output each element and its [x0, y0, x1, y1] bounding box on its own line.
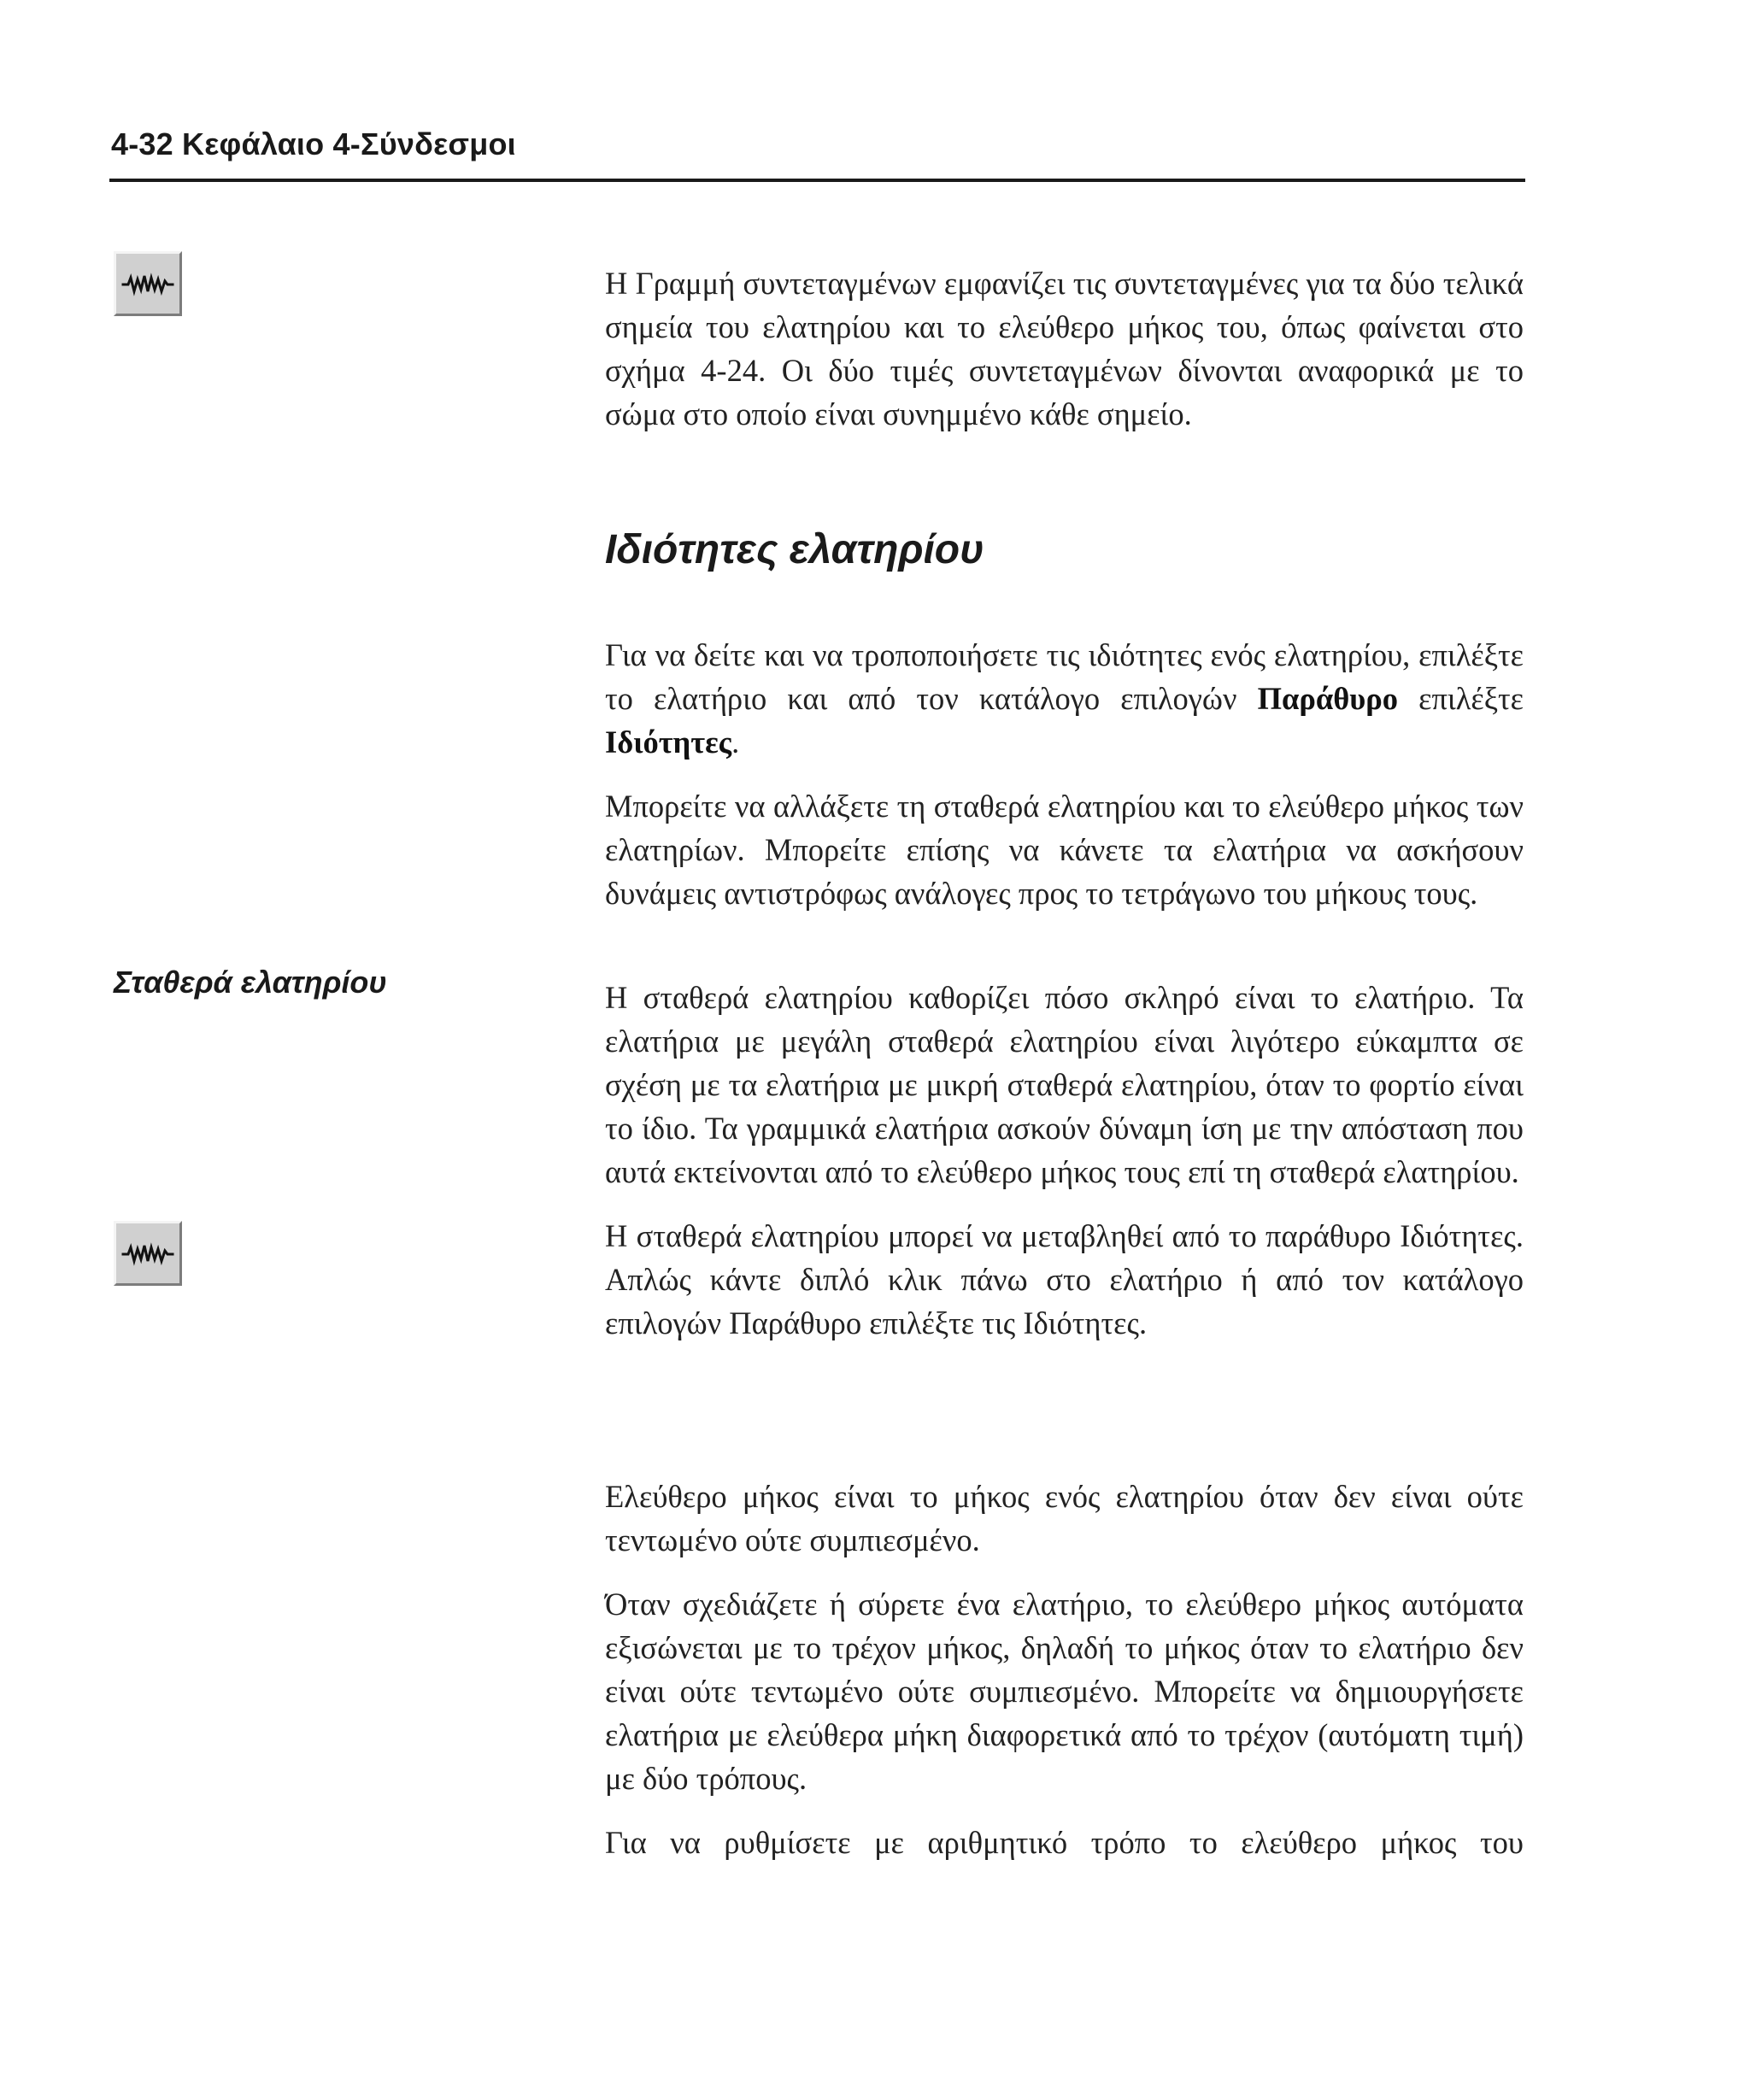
header-rule — [109, 179, 1525, 182]
spring-tool-button-top[interactable] — [114, 251, 182, 316]
intro-block — [605, 261, 1524, 436]
properties-p1-text-1: Για να δείτε και να τροποποιήσετε τις ιδιότητες ενός ελατηρίου, επιλέξτε το ελατήριο και από τον κατάλογο επιλογών — [605, 637, 1524, 716]
intro-paragraph: Η Γραμμή συντεταγμένων εμφανίζει τις συντεταγμένες για τα δύο τελικά σημεία του ελατηρίου και το ελεύθερο μήκος του, όπως φαίνεται στο σχήμα 4-24. Οι δύο τιμές συντεταγμένων δίνονται αναφορικά με το σώμα στο οποίο είναι συνημμένο κάθε σημείο. — [605, 266, 1524, 431]
properties-p1-text-3: . — [731, 724, 740, 760]
page-header: 4-32 Κεφάλαιο 4-Σύνδεσμοι — [111, 126, 516, 161]
free-length-block — [605, 1475, 1524, 1864]
properties-p1-text-2: επιλέξτε — [1398, 681, 1524, 716]
spring-constant-paragraph-1: Η σταθερά ελατηρίου καθορίζει πόσο σκληρό είναι το ελατήριο. Τα ελατήρια με μεγάλη σταθερά ελατηρίου είναι λιγότερο εύκαμπτα σε σχέση με τα ελατήρια με μικρή σταθερά ελατηρίου, όταν το φορτίο είναι το ίδιο. Τα γραμμικά ελατήρια ασκούν δύναμη ίση με την απόσταση που αυτά εκτείνονται από το ελεύθερο μήκος τους επί τη σταθερά ελατηρίου. — [605, 980, 1524, 1189]
spring-constant-paragraph-2: Η σταθερά ελατηρίου μπορεί να μεταβληθεί από το παράθυρο Ιδιότητες. Απλώς κάντε διπλό κλικ πάνω στο ελατήριο ή από τον κατάλογο επιλογών Παράθυρο επιλέξτε τις Ιδιότητες. — [605, 1218, 1524, 1340]
properties-paragraph-2: Μπορείτε να αλλάξετε τη σταθερά ελατηρίου και το ελεύθερο μήκος των ελατηρίων. Μπορείτε επίσης να κάνετε τα ελατήρια να ασκήσουν δυνάμεις αντιστρόφως ανάλογες προς το τετράγωνο του μήκους τους. — [605, 789, 1524, 911]
properties-menu-label: Ιδιότητες — [605, 724, 732, 760]
spring-icon — [121, 1241, 174, 1266]
spring-tool-button-middle[interactable] — [114, 1221, 182, 1286]
section-title: Ιδιότητες ελατηρίου — [605, 527, 984, 572]
spring-constant-block — [605, 976, 1524, 1345]
free-length-paragraph-1: Ελεύθερο μήκος είναι το μήκος ενός ελατηρίου όταν δεν είναι ούτε τεντωμένο ούτε συμπιεσμένο. — [605, 1479, 1524, 1557]
spring-constant-side-title: Σταθερά ελατηρίου — [114, 965, 387, 1000]
free-length-paragraph-3: Για να ρυθμίσετε με αριθμητικό τρόπο το ελεύθερο μήκος του — [605, 1825, 1524, 1860]
properties-paragraph-1 — [605, 633, 1524, 764]
free-length-paragraph-2: Όταν σχεδιάζετε ή σύρετε ένα ελατήριο, το ελεύθερο μήκος αυτόματα εξισώνεται με το τρέχον μήκος, δηλαδή το μήκος όταν το ελατήριο δεν είναι ούτε τεντωμένο ούτε συμπιεσμένο. Μπορείτε να δημιουργήσετε ελατήρια με ελεύθερα μήκη διαφορετικά από το τρέχον (αυτόματη τιμή) με δύο τρόπους. — [605, 1587, 1524, 1796]
window-menu-label: Παράθυρο — [1257, 681, 1399, 716]
spring-icon — [121, 271, 174, 296]
properties-block — [605, 633, 1524, 915]
